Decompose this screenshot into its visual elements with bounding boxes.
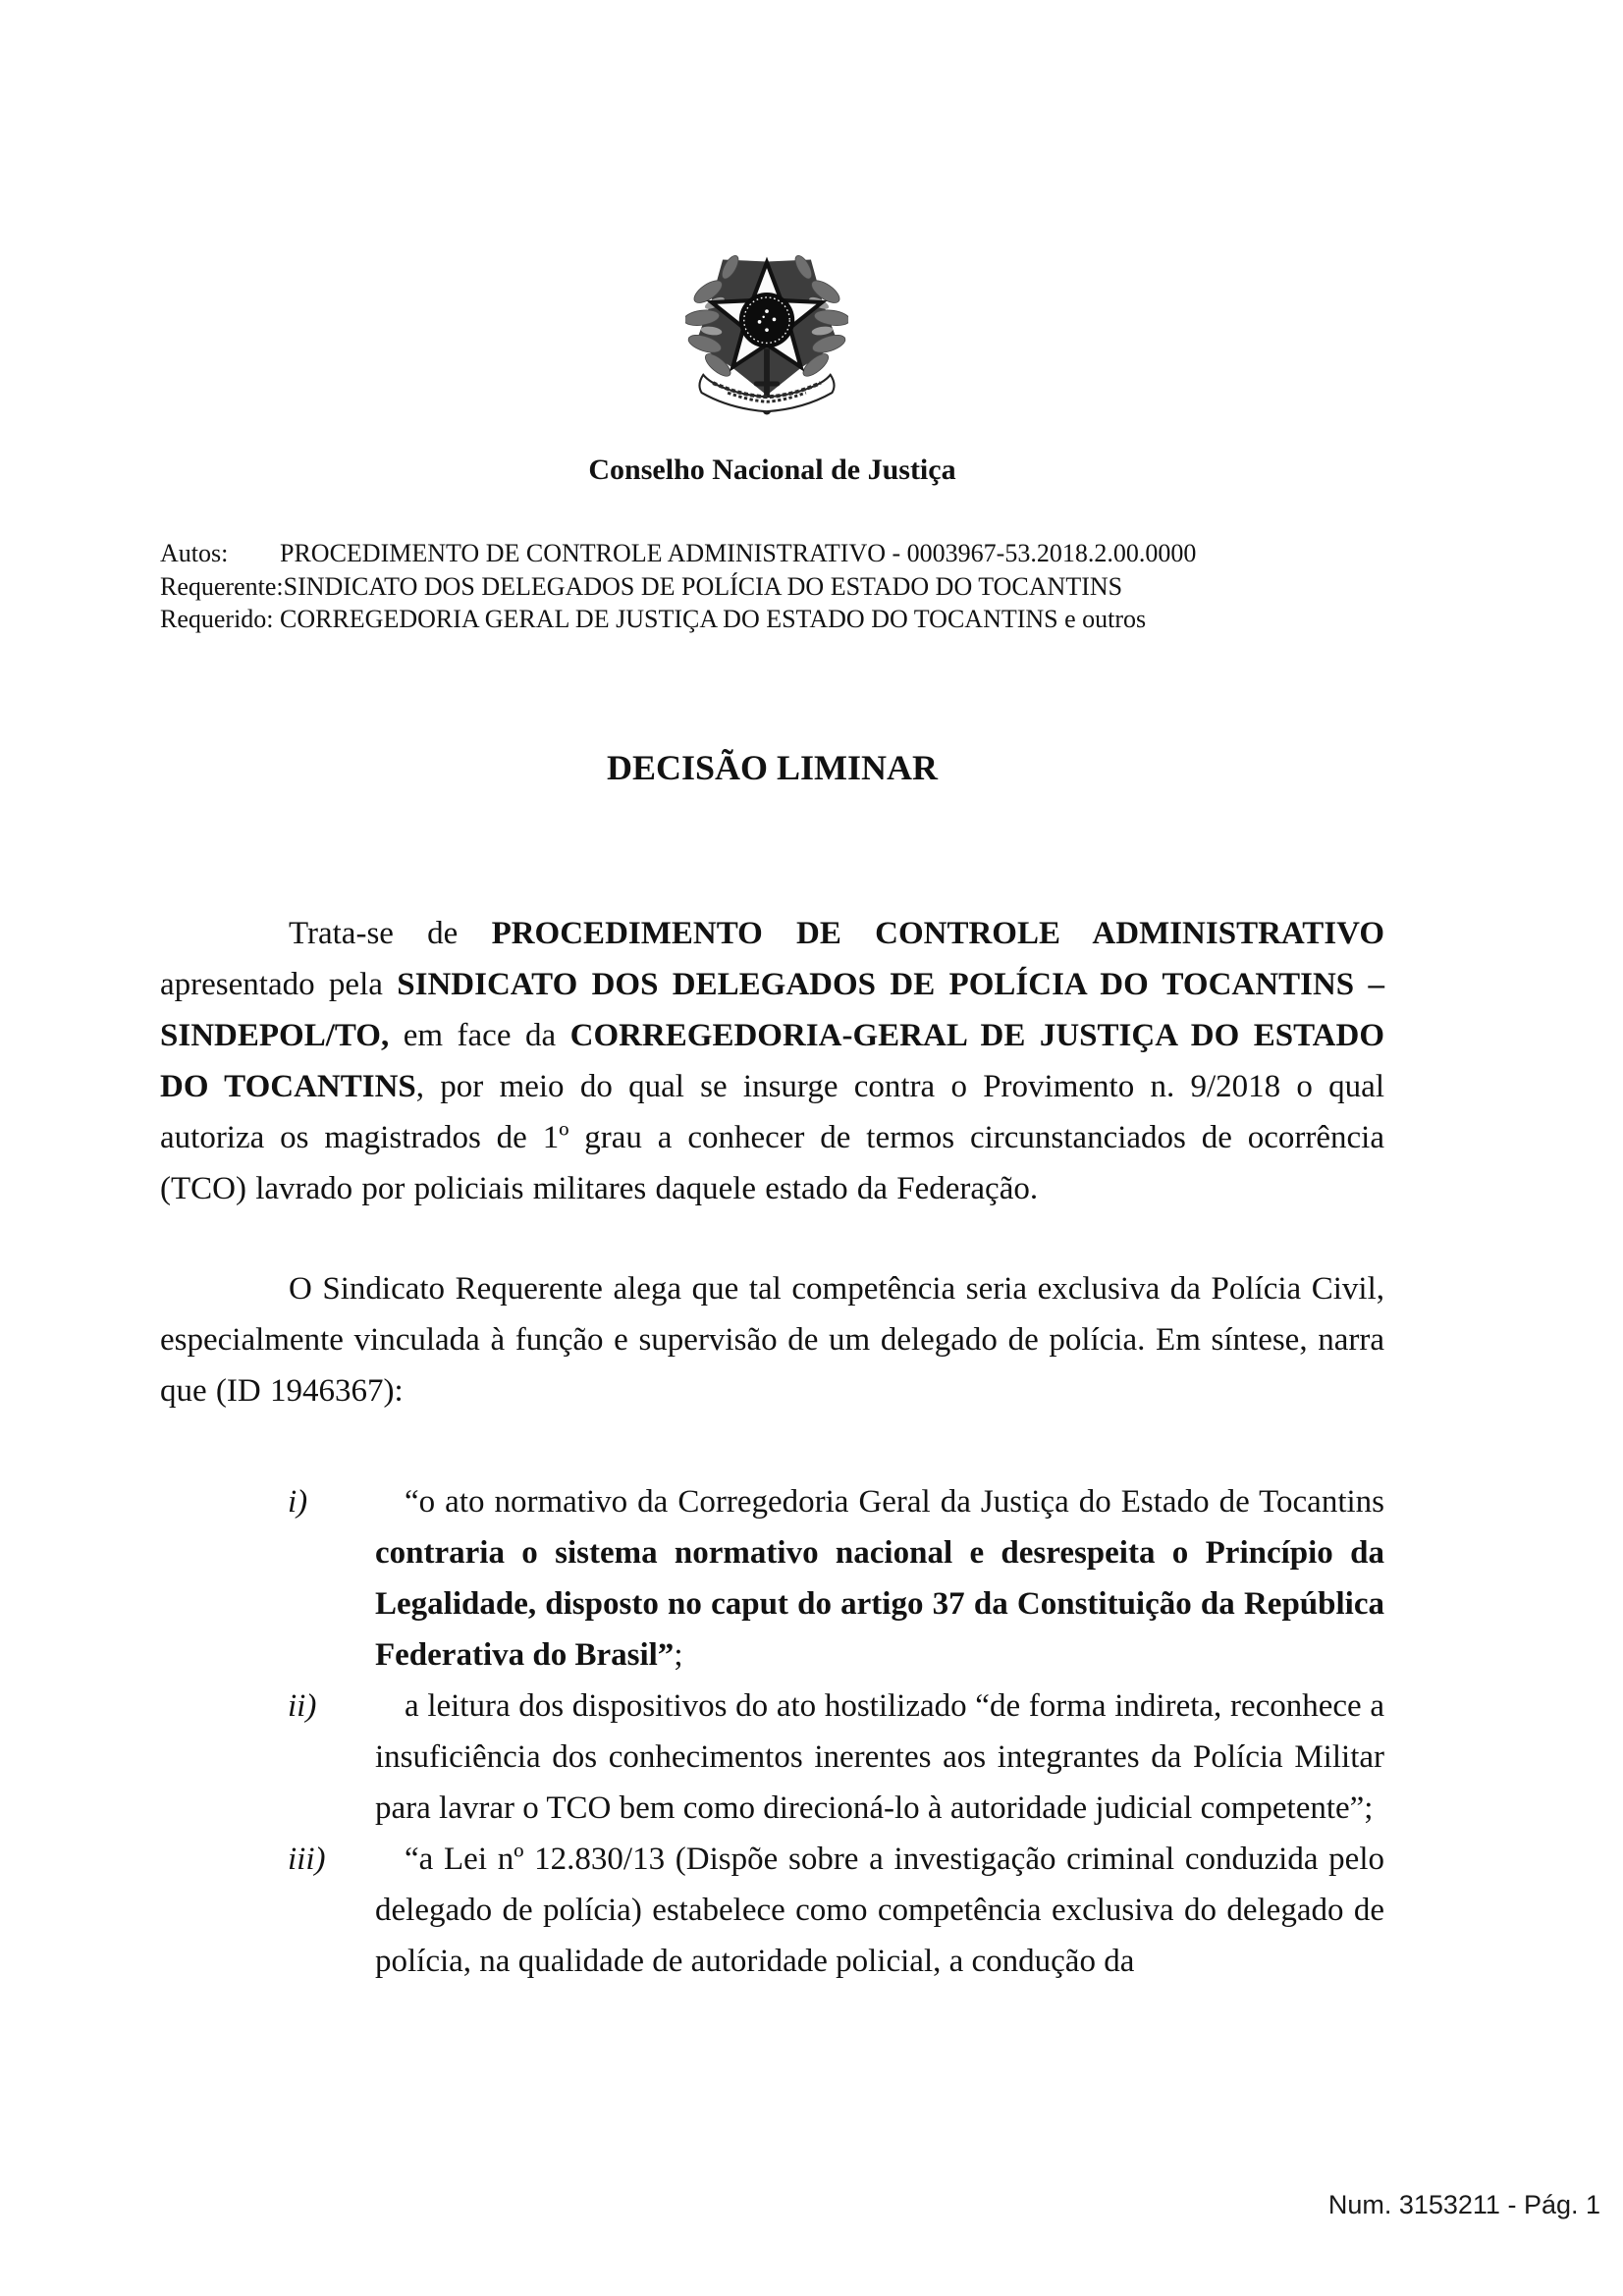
text-run: ; (674, 1637, 683, 1673)
page-number-footer: Num. 3153211 - Pág. 1 (1327, 2190, 1600, 2219)
text-run: apresentado pela (160, 967, 398, 1002)
text-run: “o ato normativo da Corregedoria Geral da Justiça do Estado de Tocantins (405, 1484, 1384, 1520)
institution-name: Conselho Nacional de Justiça (588, 454, 956, 486)
text-run: O Sindicato Requerente alega que tal competência seria exclusiva da Polícia Civil, especialmente vinculada à função e supervisão de um delegado de polícia. Em síntese, narra que (ID 1946367): (160, 1271, 1384, 1409)
text-run: em face da (389, 1018, 570, 1053)
allegation-item-marker: iii) (288, 1842, 326, 1877)
allegation-item-text (375, 1476, 1384, 1681)
allegation-item (288, 1681, 1384, 1834)
text-run: a leitura dos dispositivos do ato hostilizado “de forma indireta, reconhece a insuficiência dos conhecimentos inerentes aos integrantes da Polícia Militar para lavrar o TCO bem como direcioná-lo à autoridade judicial competente”; (375, 1688, 1384, 1826)
allegation-item (288, 1476, 1384, 1681)
allegation-item-marker: i) (288, 1484, 308, 1520)
bold-text-run: contraria o sistema normativo nacional e desrespeita o Princípio da Legalidade, disposto no caput do artigo 37 da Constituição da República Federativa do Brasil” (375, 1535, 1384, 1673)
case-meta-label: Requerido: (160, 605, 274, 633)
allegation-item-text (375, 1834, 1384, 1987)
case-meta-row (160, 603, 1417, 636)
case-meta-row (160, 537, 1417, 570)
bold-text-run: CORREGEDORIA-GERAL DE JUSTIÇA DO ESTADO DO TOCANTINS (160, 1018, 1384, 1104)
case-meta-row (160, 570, 1417, 604)
allegation-item (288, 1834, 1384, 1987)
case-meta (160, 537, 1417, 636)
bold-text-run: SINDICATO DOS DELEGADOS DE POLÍCIA DO TOCANTINS – SINDEPOL/TO, (160, 967, 1384, 1053)
brazil-coat-of-arms-icon (685, 241, 848, 420)
text-run: Trata-se de (289, 916, 492, 951)
document-title: DECISÃO LIMINAR (606, 748, 939, 787)
text-run: “a Lei nº 12.830/13 (Dispõe sobre a investigação criminal conduzida pelo delegado de polícia) estabelece como competência exclusiva do delegado de polícia, na qualidade de autoridade policial, a condução da (375, 1842, 1384, 1979)
case-meta-label: Autos: (160, 539, 229, 567)
paragraph-intro (160, 908, 1384, 1214)
allegation-item-text (375, 1681, 1384, 1834)
case-meta-label: Requerente: (160, 571, 284, 601)
case-meta-value: PROCEDIMENTO DE CONTROLE ADMINISTRATIVO - 0003967-53.2018.2.00.0000 (280, 539, 1197, 567)
case-meta-value: CORREGEDORIA GERAL DE JUSTIÇA DO ESTADO DO TOCANTINS e outros (280, 605, 1147, 633)
case-meta-value: SINDICATO DOS DELEGADOS DE POLÍCIA DO ESTADO DO TOCANTINS (283, 571, 1123, 601)
paragraph-allegation (160, 1263, 1384, 1416)
allegation-list (288, 1476, 1384, 1987)
text-run: , por meio do qual se insurge contra o Provimento n. 9/2018 o qual autoriza os magistrados de 1º grau a conhecer de termos circunstanciados de ocorrência (TCO) lavrado por policiais militares daquele estado da Federação. (160, 1069, 1384, 1206)
bold-text-run: PROCEDIMENTO DE CONTROLE ADMINISTRATIVO (491, 916, 1385, 951)
allegation-item-marker: ii) (288, 1688, 317, 1724)
